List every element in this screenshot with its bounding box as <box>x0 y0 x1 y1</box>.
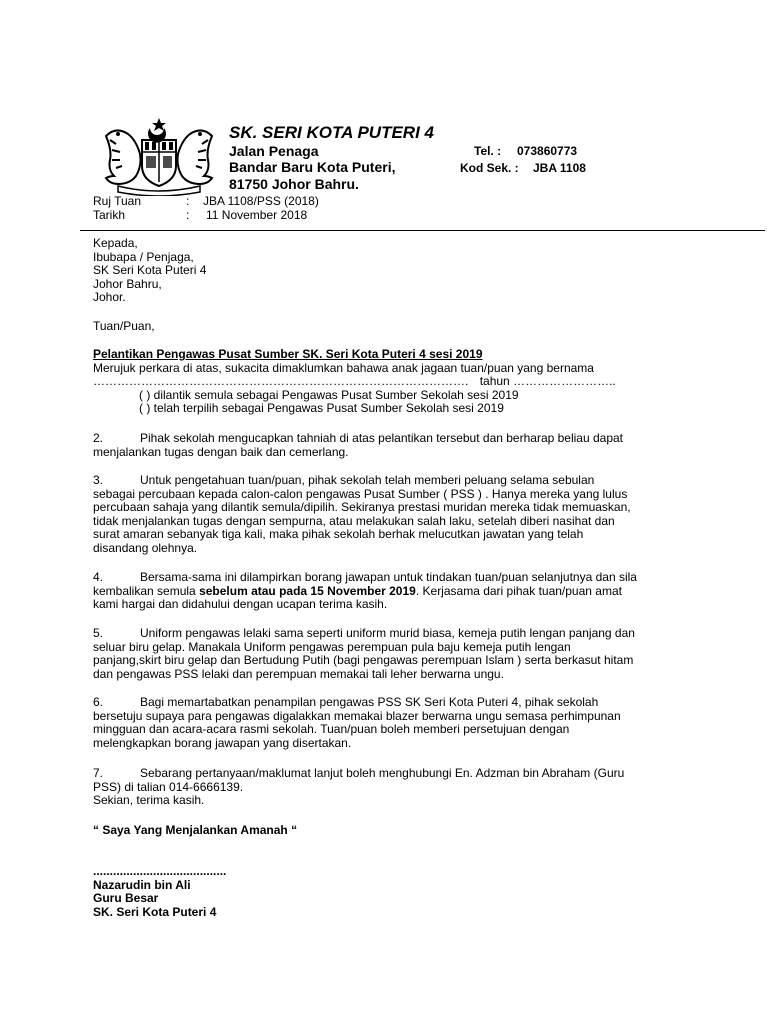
signer-title: Guru Besar <box>93 891 159 906</box>
paragraph-5 <box>93 627 676 681</box>
tel-label: Tel. : <box>474 144 502 158</box>
paragraph-2 <box>93 432 676 459</box>
paragraph-text: PSS) di talian 014-6666139. <box>93 779 244 794</box>
paragraph-7 <box>93 767 676 808</box>
paragraph-text: tidak menjalankan tugas dengan sempurna, atau melakukan salah laku, setelah diberi nasihat dan <box>93 513 615 528</box>
paragraph-text: Uniform pengawas lelaki sama seperti uniform murid biasa, kemeja putih lengan panjang dan <box>140 626 635 640</box>
address-line-3: 81750 Johor Bahru. <box>229 176 359 192</box>
option-selected: ( ) telah terpilih sebagai Pengawas Pusat Sumber Sekolah sesi 2019 <box>139 401 504 416</box>
name-dots: …………………………………………………………………………………. <box>93 374 469 389</box>
paragraph-text: menjalankan tugas dengan baik dan cemerlang. <box>93 444 349 459</box>
address-line-1: Jalan Penaga <box>229 143 319 159</box>
kod-value: JBA 1108 <box>533 161 586 175</box>
paragraph-text: seluar biru gelap. Manakala Uniform pengawas perempuan pula baju kemeja putih lengan <box>93 639 571 654</box>
paragraph-number: 3. <box>93 473 104 487</box>
paragraph-text: melengkapkan borang jawapan yang disertakan. <box>93 735 352 750</box>
option-reappointed: ( ) dilantik semula sebagai Pengawas Pusat Sumber Sekolah sesi 2019 <box>139 387 519 402</box>
school-name: SK. SERI KOTA PUTERI 4 <box>229 123 434 142</box>
paragraph-text: Sebarang pertanyaan/maklumat lanjut boleh menghubungi En. Adzman bin Abraham (Guru <box>140 766 625 780</box>
address-line-2: Bandar Baru Kota Puteri, <box>229 159 396 175</box>
signature-block <box>93 865 676 919</box>
subject-line: Pelantikan Pengawas Pusat Sumber SK. Seri Kota Puteri 4 sesi 2019 <box>93 347 483 361</box>
paragraph-text: dan pengawas PSS lelaki dan perempuan memakai tali leher berwarna ungu. <box>93 666 504 681</box>
header-divider <box>80 230 765 231</box>
tahun-dots: …………………….. <box>513 374 616 389</box>
tarikh-label: Tarikh <box>93 208 126 222</box>
recipient-line: Ibubapa / Penjaga, <box>93 249 194 264</box>
tarikh-value: 11 November 2018 <box>206 208 308 222</box>
recipient-line: SK Seri Kota Puteri 4 <box>93 263 207 278</box>
paragraph-text: Untuk pengetahuan tuan/puan, pihak sekolah telah memberi peluang selama sebulan <box>140 473 595 487</box>
ruj-value: JBA 1108/PSS (2018) <box>203 194 319 208</box>
paragraph-3 <box>93 474 676 556</box>
recipient-line: Johor Bahru, <box>93 276 162 291</box>
paragraph-number: 7. <box>93 766 104 780</box>
signer-name: Nazarudin bin Ali <box>93 877 191 892</box>
ruj-label: Ruj Tuan <box>93 194 142 208</box>
paragraph-text: disandang olehnya. <box>93 540 198 555</box>
name-fill-line <box>93 375 676 389</box>
paragraph-text: . Kerjasama dari pihak tuan/puan amat <box>415 583 622 598</box>
paragraph-4 <box>93 571 676 612</box>
paragraph-number: 6. <box>93 695 104 709</box>
ref-ruj-row: Ruj Tuan : JBA 1108/PSS (2018) <box>93 194 319 208</box>
paragraph-text: mingguan dan acara-acara rasmi sekolah. Tuan/puan boleh memberi persetujuan dengan <box>93 722 570 737</box>
coat-of-arms-icon <box>98 116 220 196</box>
ref-tarikh-row: Tarikh : 11 November 2018 <box>93 208 308 222</box>
deadline-text: sebelum atau pada 15 November 2019 <box>199 583 416 598</box>
paragraph-text: panjang,skirt biru gelap dan Bertudung Putih (bagi pengawas perempuan Islam ) serta berkasut hitam <box>93 653 634 668</box>
tel-value: 073860773 <box>517 144 578 158</box>
recipient-line: Kepada, <box>93 236 138 250</box>
paragraph-6 <box>93 696 676 750</box>
paragraph-number: 2. <box>93 431 104 445</box>
closing-text: Sekian, terima kasih. <box>93 793 205 808</box>
paragraph-text: Pihak sekolah mengucapkan tahniah di atas pelantikan tersebut dan berharap beliau dapat <box>140 431 624 445</box>
paragraph-text: surat amaran sebanyak tiga kali, maka pihak sekolah berhak melucutkan jawatan yang telah <box>93 527 584 542</box>
paragraph-text: kembalikan semula <box>93 583 200 598</box>
salutation: Tuan/Puan, <box>93 319 155 333</box>
subject-block <box>93 348 676 416</box>
paragraph-text: percubaan sahaja yang dilantik semula/dipilih. Sekiranya prestasi muridan mereka tidak memuaskan, <box>93 500 631 515</box>
tahun-label: tahun <box>479 374 510 389</box>
signature-dots: ........................................ <box>93 864 227 878</box>
recipient-line: Johor. <box>93 290 126 305</box>
paragraph-text: Bagi memartabatkan penampilan pengawas PSS SK Seri Kota Puteri 4, pihak sekolah <box>140 695 599 709</box>
paragraph-number: 5. <box>93 626 104 640</box>
signer-school: SK. Seri Kota Puteri 4 <box>93 904 217 919</box>
kod-label: Kod Sek. : <box>460 161 519 175</box>
motto: “ Saya Yang Menjalankan Amanah “ <box>93 823 298 837</box>
paragraph-text: Bersama-sama ini dilampirkan borang jawapan untuk tindakan tuan/puan selanjutnya dan sila <box>140 570 637 584</box>
paragraph-text: sebagai percubaan kepada calon-calon pengawas Pusat Sumber ( PSS ) . Hanya mereka yang lulus <box>93 486 628 501</box>
recipient-block <box>93 237 676 305</box>
paragraph-text: bersetuju supaya para pengawas digalakkan memakai blazer berwarna ungu semasa perhimpunan <box>93 708 621 723</box>
paragraph-number: 4. <box>93 570 104 584</box>
paragraph-text: kami hargai dan didahului dengan ucapan terima kasih. <box>93 597 388 612</box>
intro-line: Merujuk perkara di atas, sukacita dimaklumkan bahawa anak jagaan tuan/puan yang bernama <box>93 360 594 375</box>
